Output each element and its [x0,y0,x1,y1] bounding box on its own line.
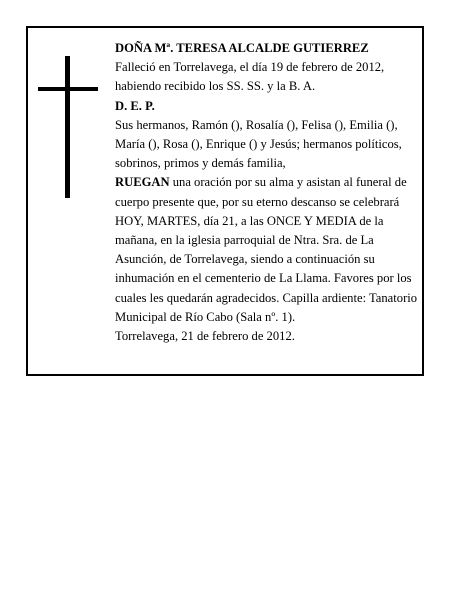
obituary-notice [26,26,424,376]
death-notice: Falleció en Torrelavega, el día 19 de febrero de 2012, habiendo recibido los SS. SS. y la B. A. [115,60,385,94]
rest-in-peace: D. E. P. [115,98,155,113]
cross-icon [38,56,98,198]
deceased-name: DOÑA Mª. TERESA ALCALDE GUTIERREZ [115,41,369,55]
ruegan-label: RUEGAN [115,175,170,190]
place-and-date: Torrelavega, 21 de febrero de 2012. [115,329,295,344]
obituary-text [115,39,423,346]
funeral-request [115,173,423,327]
cross-horizontal-bar [38,87,98,91]
family-list: Sus hermanos, Ramón (), Rosalía (), Felisa (), Emilia (), María (), Rosa (), Enrique () y Jesús; hermanos políticos, sobrinos, primos y demás familia, [115,117,402,171]
funeral-details: una oración por su alma y asistan al funeral de cuerpo presente que, por su eterno descanso se celebrará HOY, MARTES, día 21, a las ONCE Y MEDIA de la mañana, en la iglesia parroquial de Ntra. Sra. de La Asunción, de Torrelavega, siendo a continuación su inhumación en el cementerio de La Llama. Favores por los cuales les quedarán agradecidos. Capilla ardiente: Tanatorio Municipal de Río Cabo (Sala nº. 1). [115,175,418,324]
cross-vertical-bar [65,56,70,198]
